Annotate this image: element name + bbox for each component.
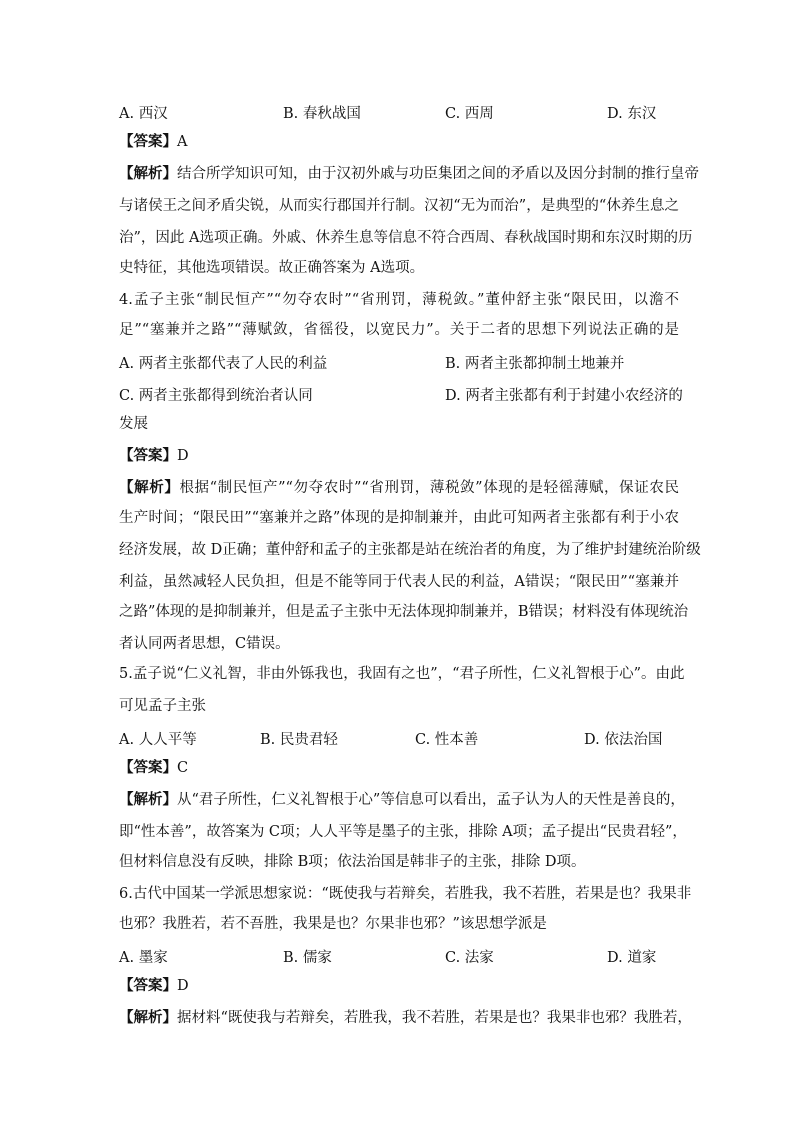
answer-label: 【答案】 [119, 133, 177, 150]
q3-option-a: A. 西汉 [119, 106, 168, 122]
q4-stem-line: 4.孟子主张“制民恒产”“勿夺农时”“省刑罚，薄税敛。”董仲舒主张“限民田，以澹不 [119, 292, 679, 308]
q3-answer [119, 132, 679, 152]
q6-answer [119, 976, 679, 996]
q4-analysis-line: 经济发展，故 D正确；董仲舒和孟子的主张都是站在统治者的角度，为了维护封建统治阶级 [119, 542, 701, 558]
q6-stem-line: 也邪？我胜若，若不吾胜，我果是也？尔果非也邪？”该思想学派是 [119, 916, 547, 932]
answer-label: 【答案】 [119, 977, 177, 994]
q4-analysis-line: 生产时间；“限民田”“塞兼并之路”体现的是抑制兼并，由此可知两者主张都有利于小农 [119, 510, 679, 526]
q6-stem-line: 6.古代中国某一学派思想家说：“既使我与若辩矣，若胜我，我不若胜，若果是也？我果非 [119, 886, 692, 902]
q4-analysis-line: 之路”体现的是抑制兼并，但是孟子主张中无法体现抑制兼并，B错误；材料没有体现统治 [119, 604, 689, 620]
answer-value: C [177, 760, 189, 776]
answer-value: D [177, 978, 189, 994]
q5-option-a: A. 人人平等 [119, 732, 197, 748]
q6-option-a: A. 墨家 [119, 950, 168, 966]
q6-analysis-line: 【解析】据材料“既使我与若辩矣，若胜我，我不若胜，若果是也？我果非也邪？我胜若， [119, 1009, 692, 1026]
q3-option-b: B. 春秋战国 [283, 106, 361, 122]
q4-option-a: A. 两者主张都代表了人民的利益 [119, 356, 328, 372]
q4-analysis-line: 者认同两者思想，C错误。 [119, 636, 290, 652]
q5-option-b: B. 民贵君轻 [260, 732, 338, 748]
q4-stem-line: 足”“塞兼并之路”“薄赋敛，省徭役，以宽民力”。关于二者的思想下列说法正确的是 [119, 322, 679, 338]
q4-answer [119, 446, 679, 466]
q4-analysis-line: 利益，虽然减轻人民负担，但是不能等同于代表人民的利益，A错误；“限民田”“塞兼并 [119, 574, 679, 590]
q3-option-d: D. 东汉 [607, 106, 657, 122]
q5-stem-line: 5.孟子说“仁义礼智，非由外铄我也，我固有之也”，“君子所性，仁义礼智根于心”。由此 [119, 666, 685, 682]
q6-option-b: B. 儒家 [283, 950, 332, 966]
answer-label: 【答案】 [119, 759, 177, 776]
q5-analysis-line: 即“性本善”，故答案为 C项；人人平等是墨子的主张，排除 A项；孟子提出“民贵君轻”， [119, 824, 687, 840]
answer-label: 【答案】 [119, 447, 177, 464]
q5-option-d: D. 依法治国 [584, 732, 663, 748]
q4-option-d: D. 两者主张都有利于封建小农经济的 [445, 388, 683, 404]
q5-stem-line: 可见孟子主张 [119, 698, 206, 714]
q6-option-d: D. 道家 [607, 950, 657, 966]
q5-answer [119, 758, 679, 778]
q4-option-c: C. 两者主张都得到统治者认同 [119, 388, 313, 404]
q5-option-c: C. 性本善 [415, 732, 479, 748]
analysis-label: 【解析】 [119, 165, 177, 182]
q3-option-c: C. 西周 [445, 106, 494, 122]
answer-value: D [177, 448, 189, 464]
q4-option-b: B. 两者主张都抑制土地兼并 [445, 356, 625, 372]
analysis-label: 【解析】 [119, 1009, 177, 1026]
q4-analysis-line: 【解析】根据“制民恒产”“勿夺农时”“省刑罚，薄税敛”体现的是轻徭薄赋，保证农民 [119, 479, 679, 496]
q3-analysis-line: 【解析】结合所学知识可知，由于汉初外戚与功臣集团之间的矛盾以及因分封制的推行皇帝 [119, 165, 699, 182]
q3-analysis-line: 治”，因此 A选项正确。外戚、休养生息等信息不符合西周、春秋战国时期和东汉时期的历 [119, 230, 693, 246]
q3-analysis-line: 史特征，其他选项错误。故正确答案为 A选项。 [119, 260, 425, 276]
answer-value: A [177, 134, 188, 150]
q4-option-continuation: 发展 [119, 416, 148, 432]
analysis-label: 【解析】 [119, 791, 177, 808]
q5-analysis-line: 【解析】从“君子所性，仁义礼智根于心”等信息可以看出，孟子认为人的天性是善良的， [119, 791, 685, 808]
q6-option-c: C. 法家 [445, 950, 494, 966]
q5-analysis-line: 但材料信息没有反映，排除 B项；依法治国是韩非子的主张，排除 D项。 [119, 854, 586, 870]
analysis-label: 【解析】 [119, 479, 180, 496]
q3-analysis-line: 与诸侯王之间矛盾尖锐，从而实行郡国并行制。汉初“无为而治”，是典型的“休养生息之 [119, 198, 679, 214]
